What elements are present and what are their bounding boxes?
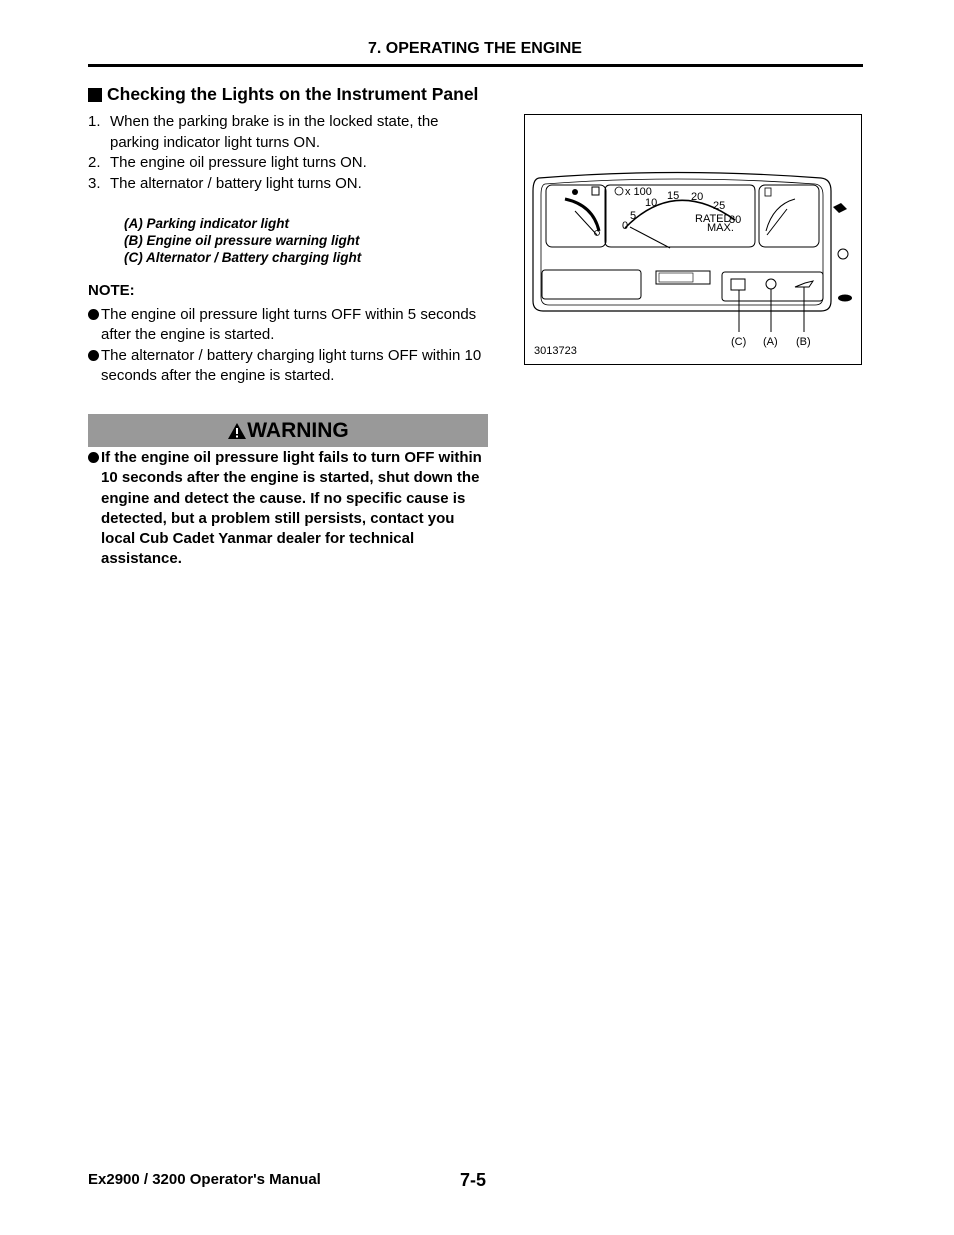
warning-label: WARNING — [247, 418, 349, 442]
bullet-icon — [88, 309, 99, 320]
section-heading — [88, 84, 478, 105]
parking-brake-icon — [766, 279, 776, 289]
instrument-panel-figure — [524, 114, 862, 365]
footer-manual-title: Ex2900 / 3200 Operator's Manual — [88, 1171, 321, 1188]
square-bullet-icon — [88, 88, 102, 102]
turtle-icon — [838, 295, 852, 302]
callout-c: (C) — [731, 336, 747, 348]
list-item: 1. When the parking brake is in the locked state, the parking indicator light turns ON. — [88, 113, 439, 151]
svg-text:RATED: RATED — [695, 213, 732, 225]
list-item: 2. The engine oil pressure light turns ON. — [88, 154, 367, 171]
warning-banner — [88, 414, 488, 447]
warning-triangle-icon — [227, 422, 247, 440]
header-rule — [88, 64, 863, 67]
legend-item-b: (B) Engine oil pressure warning light — [124, 233, 360, 248]
glow-plug-icon — [838, 249, 848, 259]
image-number: 3013723 — [534, 345, 577, 357]
bullet-icon — [88, 452, 99, 463]
legend-item-c: (C) Alternator / Battery charging light — [124, 250, 362, 265]
list-item: The engine oil pressure light turns OFF within 5 seconds after the engine is started. — [88, 305, 488, 346]
list-item: The alternator / battery charging light turns OFF within 10 seconds after the engine is started. — [88, 346, 488, 387]
svg-text:20: 20 — [691, 191, 704, 203]
note-list — [88, 305, 488, 386]
thermometer-icon — [765, 188, 771, 196]
callout-b: (B) — [796, 336, 811, 348]
warning-text: If the engine oil pressure light fails to turn OFF within 10 seconds after the engine is started, shut down the engine and detect the cause. If no specific cause is detected, but a problem still persists, contact you local Cub Cadet Yanmar dealer for technical assistance. — [88, 448, 490, 570]
footer-page-number: 7-5 — [460, 1170, 487, 1190]
fuel-pump-icon — [592, 187, 599, 195]
fuel-empty-icon — [572, 189, 578, 195]
section-heading-text: Checking the Lights on the Instrument Panel — [107, 84, 479, 104]
svg-text:10: 10 — [645, 197, 658, 209]
svg-text:30: 30 — [729, 214, 742, 226]
svg-text:5: 5 — [630, 210, 637, 222]
battery-icon — [731, 279, 745, 290]
note-label: NOTE: — [88, 282, 135, 299]
svg-text:0: 0 — [622, 220, 629, 232]
legend-item-a: (A) Parking indicator light — [124, 216, 290, 231]
figure-legend — [124, 215, 361, 266]
oil-can-icon — [795, 281, 813, 287]
instrument-panel-illustration — [525, 115, 861, 364]
tachometer-icon — [615, 187, 623, 195]
svg-text:25: 25 — [713, 200, 726, 212]
list-item: 3. The alternator / battery light turns ON. — [88, 174, 362, 192]
steps-list — [88, 112, 488, 194]
bullet-icon — [88, 350, 99, 361]
svg-text:MAX.: MAX. — [707, 222, 734, 234]
rabbit-icon — [833, 203, 847, 213]
svg-text:x 100: x 100 — [625, 186, 652, 198]
page-header-title: 7. OPERATING THE ENGINE — [368, 40, 582, 57]
svg-text:15: 15 — [667, 190, 680, 202]
callout-a: (A) — [763, 336, 778, 348]
